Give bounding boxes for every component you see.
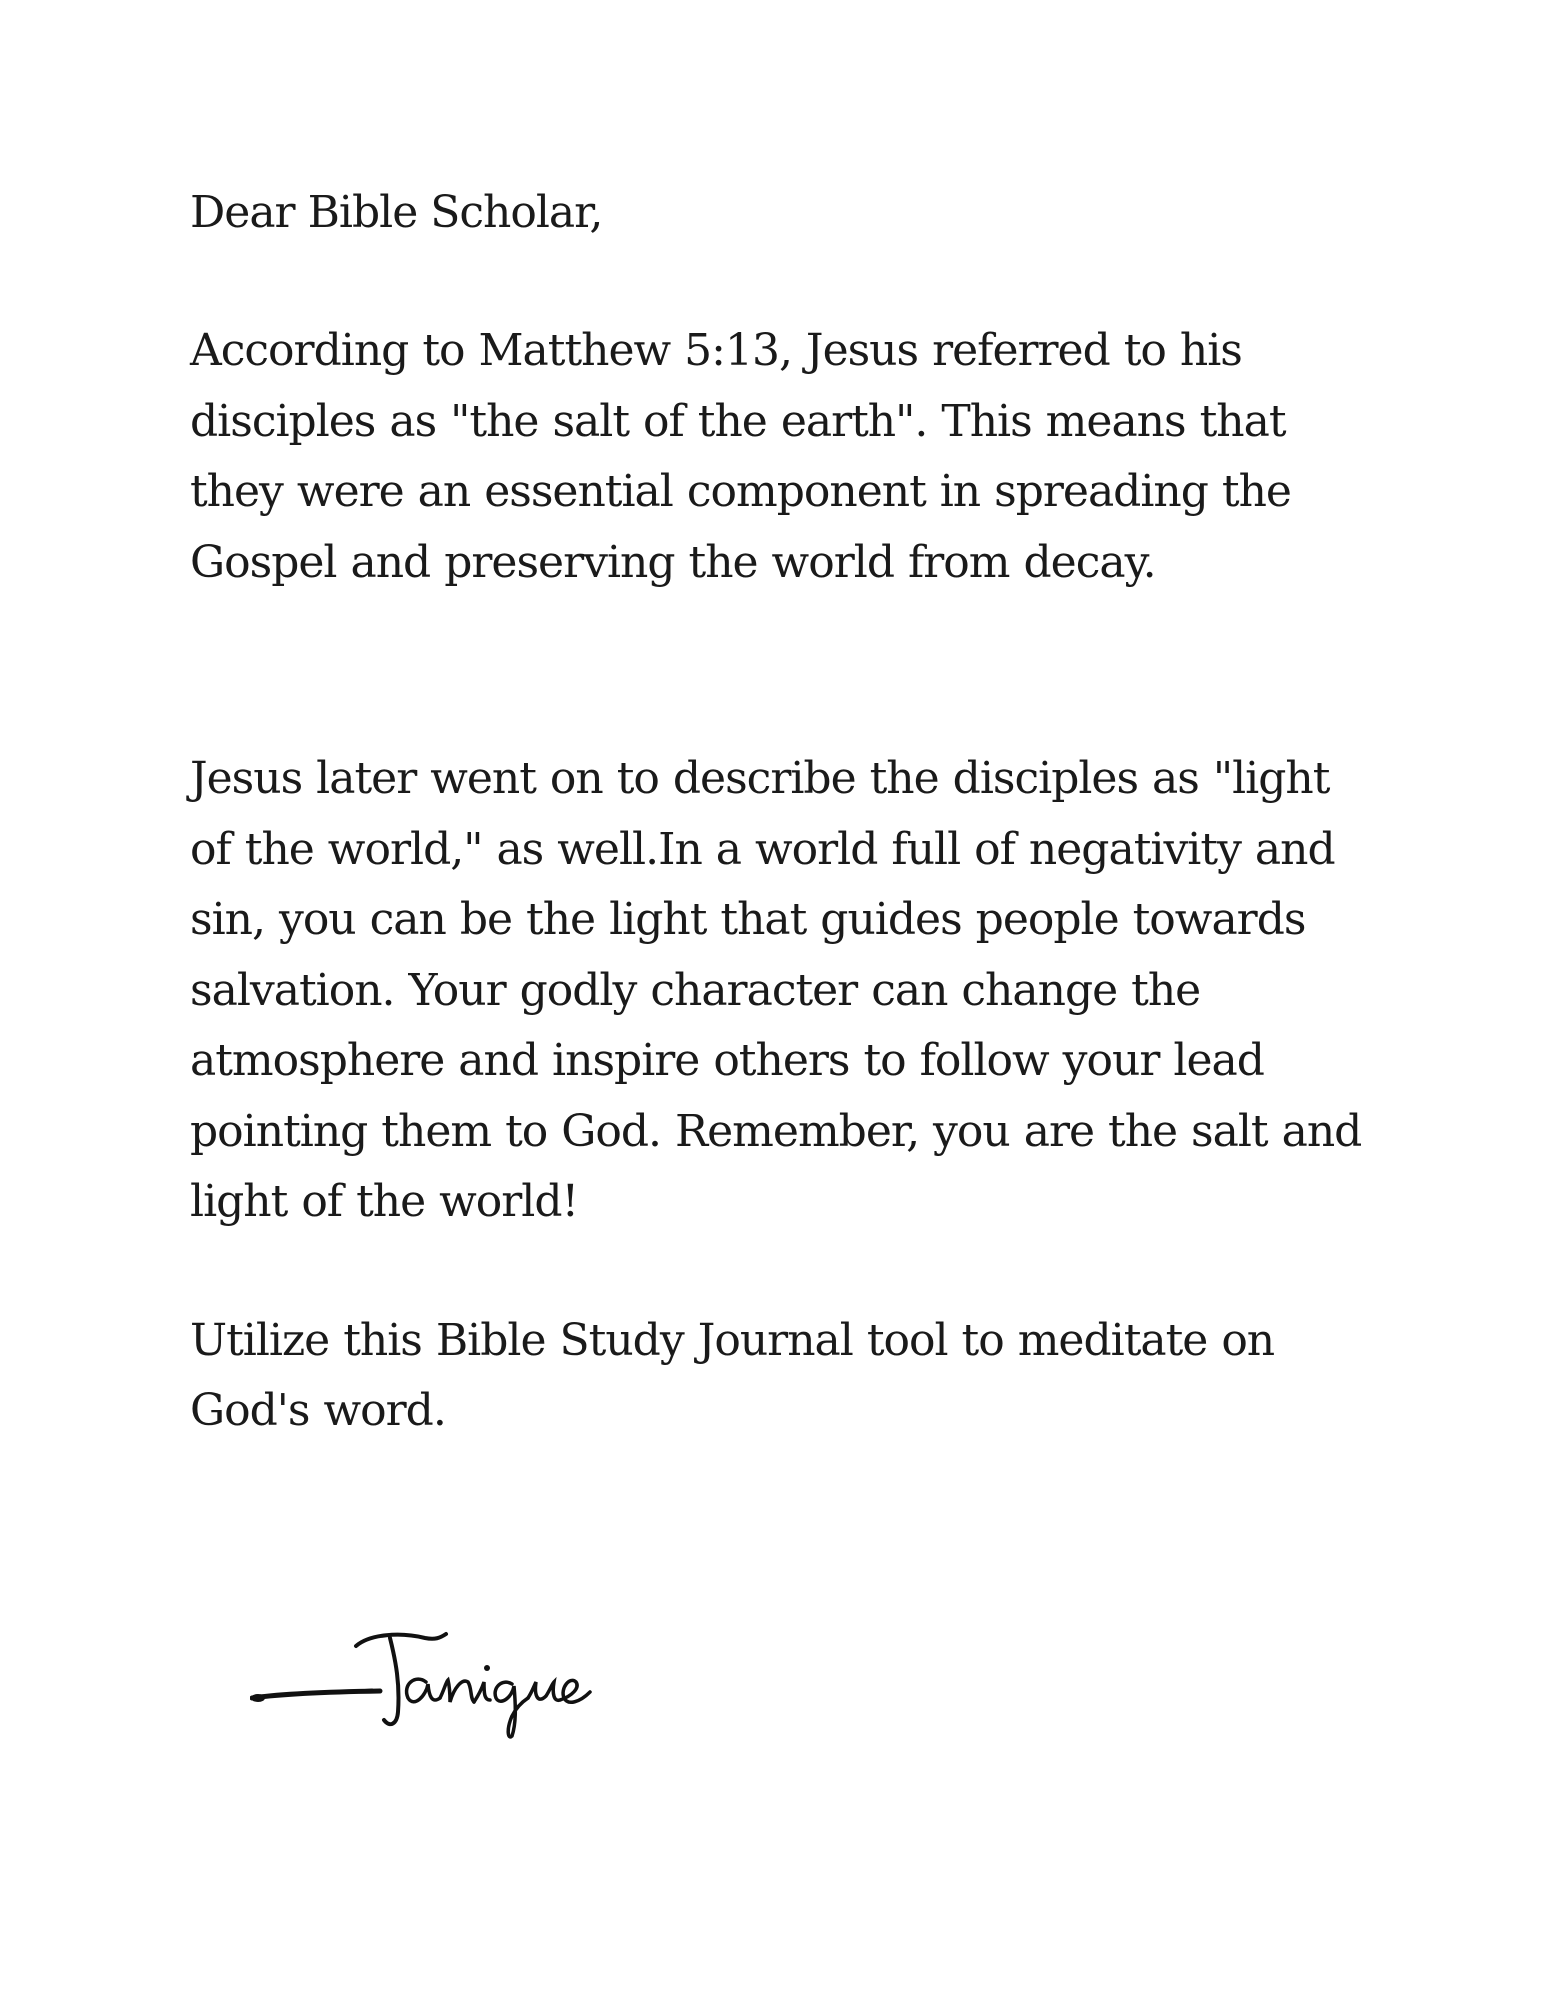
signature-graphic <box>250 1612 610 1742</box>
paragraph-salt-of-the-earth: According to Matthew 5:13, Jesus referred to his disciples as "the salt of the earth". This means that they were an essential component in spreading the Gospel and preserving the world from decay. <box>190 325 1291 588</box>
signature <box>250 1612 610 1742</box>
signature-t <box>356 1634 446 1646</box>
paragraph-light-of-the-world: Jesus later went on to describe the disciples as "light of the world," as well.In a world full of negativity and sin, you can be the light that guides people towards salvation. Your godly character can change the atmosphere and inspire others to follow your lead pointing them to God. Remember, you are the salt and light of the world! <box>190 753 1362 1227</box>
letter-body <box>190 178 1370 1447</box>
paragraph-journal-tool: Utilize this Bible Study Journal tool to meditate on God's word. <box>190 1314 1275 1436</box>
salutation: Dear Bible Scholar, <box>190 187 603 238</box>
